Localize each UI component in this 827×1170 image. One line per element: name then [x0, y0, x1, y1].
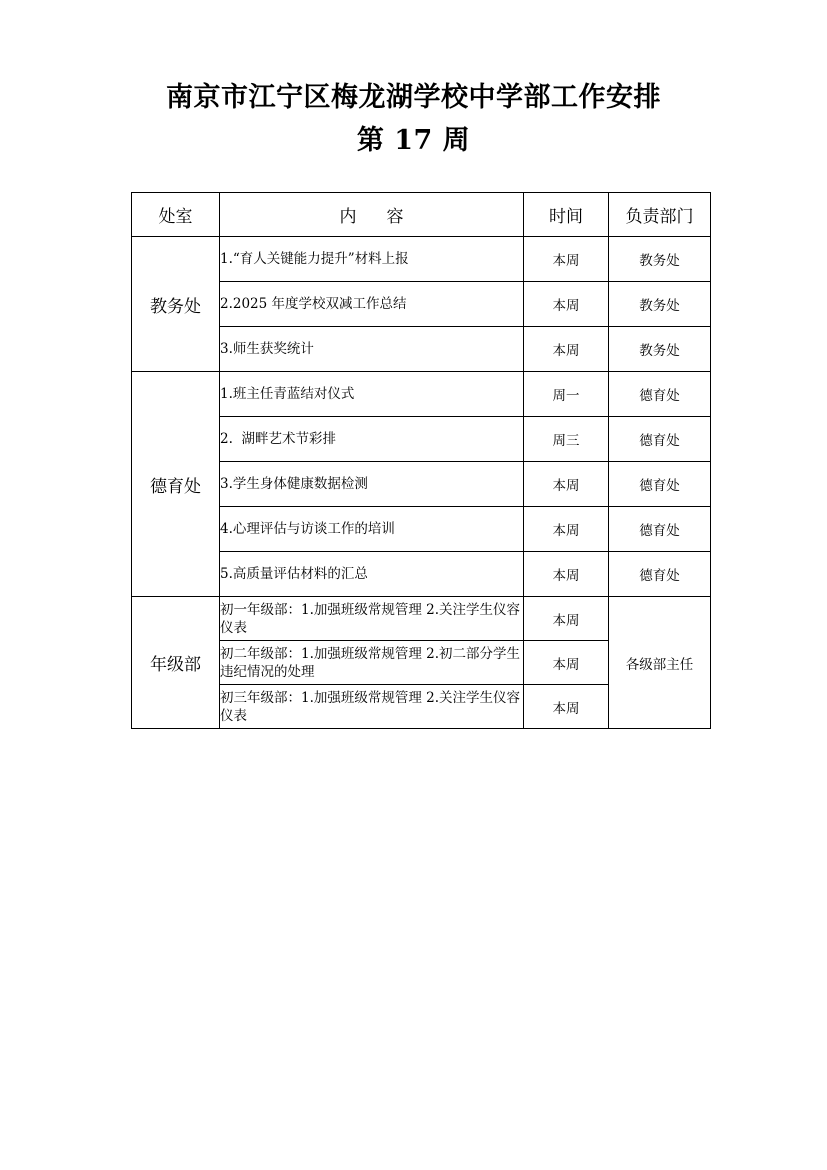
- content-cell: 4.心理评估与访谈工作的培训: [220, 507, 524, 552]
- week-subtitle: 第 17 周: [356, 125, 471, 156]
- header-dept: 处室: [132, 193, 220, 237]
- table-row: [132, 597, 711, 641]
- content-cell: 初二年级部：1.加强班级常规管理 2.初二部分学生违纪情况的处理: [220, 641, 524, 685]
- content-cell: 3.师生获奖统计: [220, 327, 524, 372]
- dept-cell-moral: 德育处: [132, 372, 220, 597]
- dept-cell-grade: 年级部: [132, 597, 220, 729]
- owner-cell: 教务处: [609, 237, 711, 282]
- owner-cell-grade: 各级部主任: [609, 597, 711, 729]
- table-header-row: [132, 193, 711, 237]
- time-cell: 本周: [524, 552, 609, 597]
- content-cell: 5.高质量评估材料的汇总: [220, 552, 524, 597]
- page-title: 南京市江宁区梅龙湖学校中学部工作安排: [166, 82, 661, 113]
- content-cell: 初一年级部：1.加强班级常规管理 2.关注学生仪容仪表: [220, 597, 524, 641]
- content-cell: 1.“育人关键能力提升”材料上报: [220, 237, 524, 282]
- time-cell: 本周: [524, 282, 609, 327]
- header-content-part-b: 容: [386, 207, 404, 227]
- time-cell: 本周: [524, 237, 609, 282]
- dept-cell-academic: 教务处: [132, 237, 220, 372]
- header-content: [220, 193, 524, 237]
- owner-cell: 德育处: [609, 462, 711, 507]
- time-cell: 本周: [524, 327, 609, 372]
- content-cell: 2. 湖畔艺术节彩排: [220, 417, 524, 462]
- table-row: [132, 237, 711, 282]
- schedule-table: [131, 192, 711, 729]
- time-cell: 本周: [524, 597, 609, 641]
- table-row: [132, 372, 711, 417]
- content-cell: 2.2025 年度学校双减工作总结: [220, 282, 524, 327]
- owner-cell: 教务处: [609, 282, 711, 327]
- header-owner: 负责部门: [609, 193, 711, 237]
- content-cell: 1.班主任青蓝结对仪式: [220, 372, 524, 417]
- header-time: 时间: [524, 193, 609, 237]
- time-cell: 周三: [524, 417, 609, 462]
- owner-cell: 德育处: [609, 507, 711, 552]
- owner-cell: 德育处: [609, 372, 711, 417]
- owner-cell: 德育处: [609, 417, 711, 462]
- time-cell: 周一: [524, 372, 609, 417]
- content-cell: 初三年级部：1.加强班级常规管理 2.关注学生仪容仪表: [220, 685, 524, 729]
- time-cell: 本周: [524, 462, 609, 507]
- owner-cell: 教务处: [609, 327, 711, 372]
- content-cell: 3.学生身体健康数据检测: [220, 462, 524, 507]
- time-cell: 本周: [524, 685, 609, 729]
- header-content-part-a: 内: [339, 207, 357, 227]
- time-cell: 本周: [524, 641, 609, 685]
- time-cell: 本周: [524, 507, 609, 552]
- owner-cell: 德育处: [609, 552, 711, 597]
